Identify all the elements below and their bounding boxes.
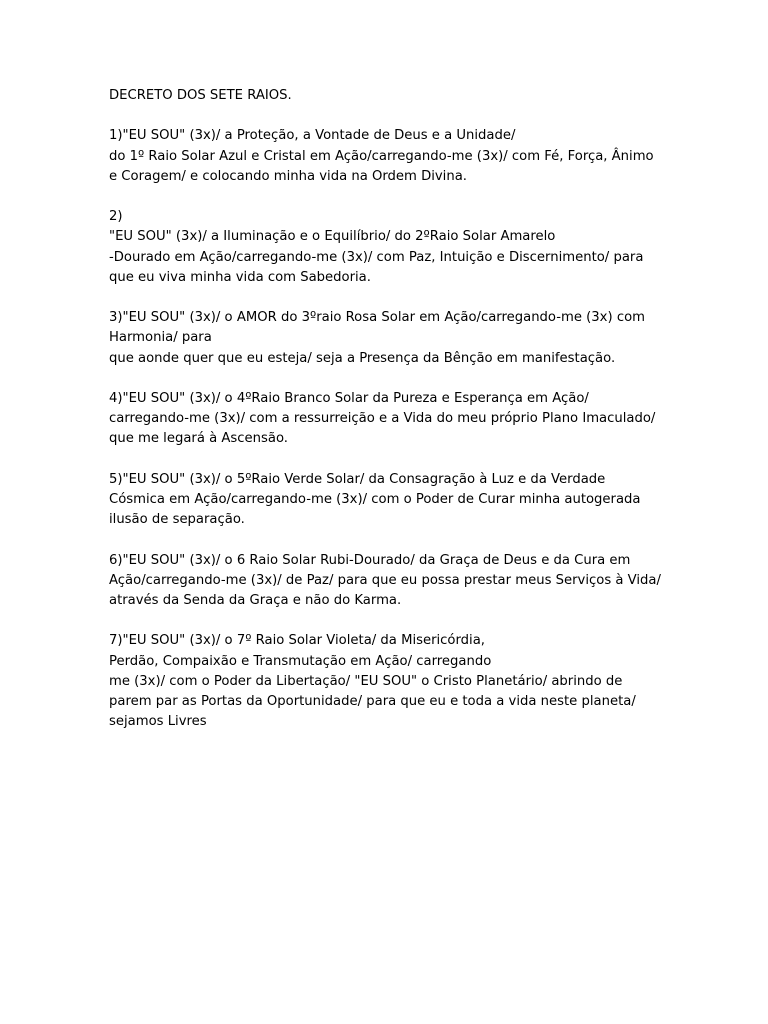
text-line: -Dourado em Ação/carregando-me (3x)/ com Paz, Intuição e Discernimento/ para: [109, 249, 644, 265]
text-line: sejamos Livres: [109, 714, 207, 730]
text-line: que eu viva minha vida com Sabedoria.: [109, 269, 371, 285]
text-line: através da Senda da Graça e não do Karma.: [109, 592, 402, 608]
text-line: do 1º Raio Solar Azul e Cristal em Ação/carregando-me (3x)/ com Fé, Força, Ânimo: [109, 148, 654, 164]
text-line: Ação/carregando-me (3x)/ de Paz/ para que eu possa prestar meus Serviços à Vida/: [109, 572, 661, 588]
text-line: 4)"EU SOU" (3x)/ o 4ºRaio Branco Solar da Pureza e Esperança em Ação/: [109, 390, 589, 406]
text-line: Perdão, Compaixão e Transmutação em Ação/ carregando: [109, 653, 492, 669]
text-line: 1)"EU SOU" (3x)/ a Proteção, a Vontade de Deus e a Unidade/: [109, 128, 516, 144]
text-line: me (3x)/ com o Poder da Libertação/ "EU SOU" o Cristo Planetário/ abrindo de: [109, 673, 623, 689]
document-title: DECRETO DOS SETE RAIOS.: [109, 88, 292, 103]
text-line: e Coragem/ e colocando minha vida na Ordem Divina.: [109, 168, 467, 184]
paragraph-ray-7: [109, 631, 669, 732]
text-line: ilusão de separação.: [109, 512, 245, 528]
text-line: que aonde quer que eu esteja/ seja a Presença da Bênção em manifestação.: [109, 350, 616, 366]
text-line: Harmonia/ para: [109, 330, 212, 346]
text-line: 3)"EU SOU" (3x)/ o AMOR do 3ºraio Rosa Solar em Ação/carregando-me (3x) com: [109, 310, 645, 326]
text-line: que me legará à Ascensão.: [109, 431, 288, 447]
text-line: 5)"EU SOU" (3x)/ o 5ºRaio Verde Solar/ da Consagração à Luz e da Verdade: [109, 471, 606, 487]
paragraph-ray-1: [109, 126, 669, 187]
paragraph-ray-5: [109, 470, 669, 531]
text-line: Cósmica em Ação/carregando-me (3x)/ com o Poder de Curar minha autogerada: [109, 491, 641, 507]
document-body: [109, 86, 669, 732]
text-line: 2): [109, 209, 123, 225]
text-line: carregando-me (3x)/ com a ressurreição e a Vida do meu próprio Plano Imaculado/: [109, 411, 656, 427]
text-line: 6)"EU SOU" (3x)/ o 6 Raio Solar Rubi-Dourado/ da Graça de Deus e da Cura em: [109, 552, 631, 568]
text-line: parem par as Portas da Oportunidade/ para que eu e toda a vida neste planeta/: [109, 693, 636, 709]
text-line: 7)"EU SOU" (3x)/ o 7º Raio Solar Violeta/ da Misericórdia,: [109, 633, 485, 649]
paragraph-ray-3: [109, 308, 669, 369]
paragraph-ray-2: [109, 207, 669, 288]
paragraph-ray-6: [109, 551, 669, 612]
text-line: "EU SOU" (3x)/ a Iluminação e o Equilíbrio/ do 2ºRaio Solar Amarelo: [109, 229, 556, 245]
paragraph-ray-4: [109, 389, 669, 450]
